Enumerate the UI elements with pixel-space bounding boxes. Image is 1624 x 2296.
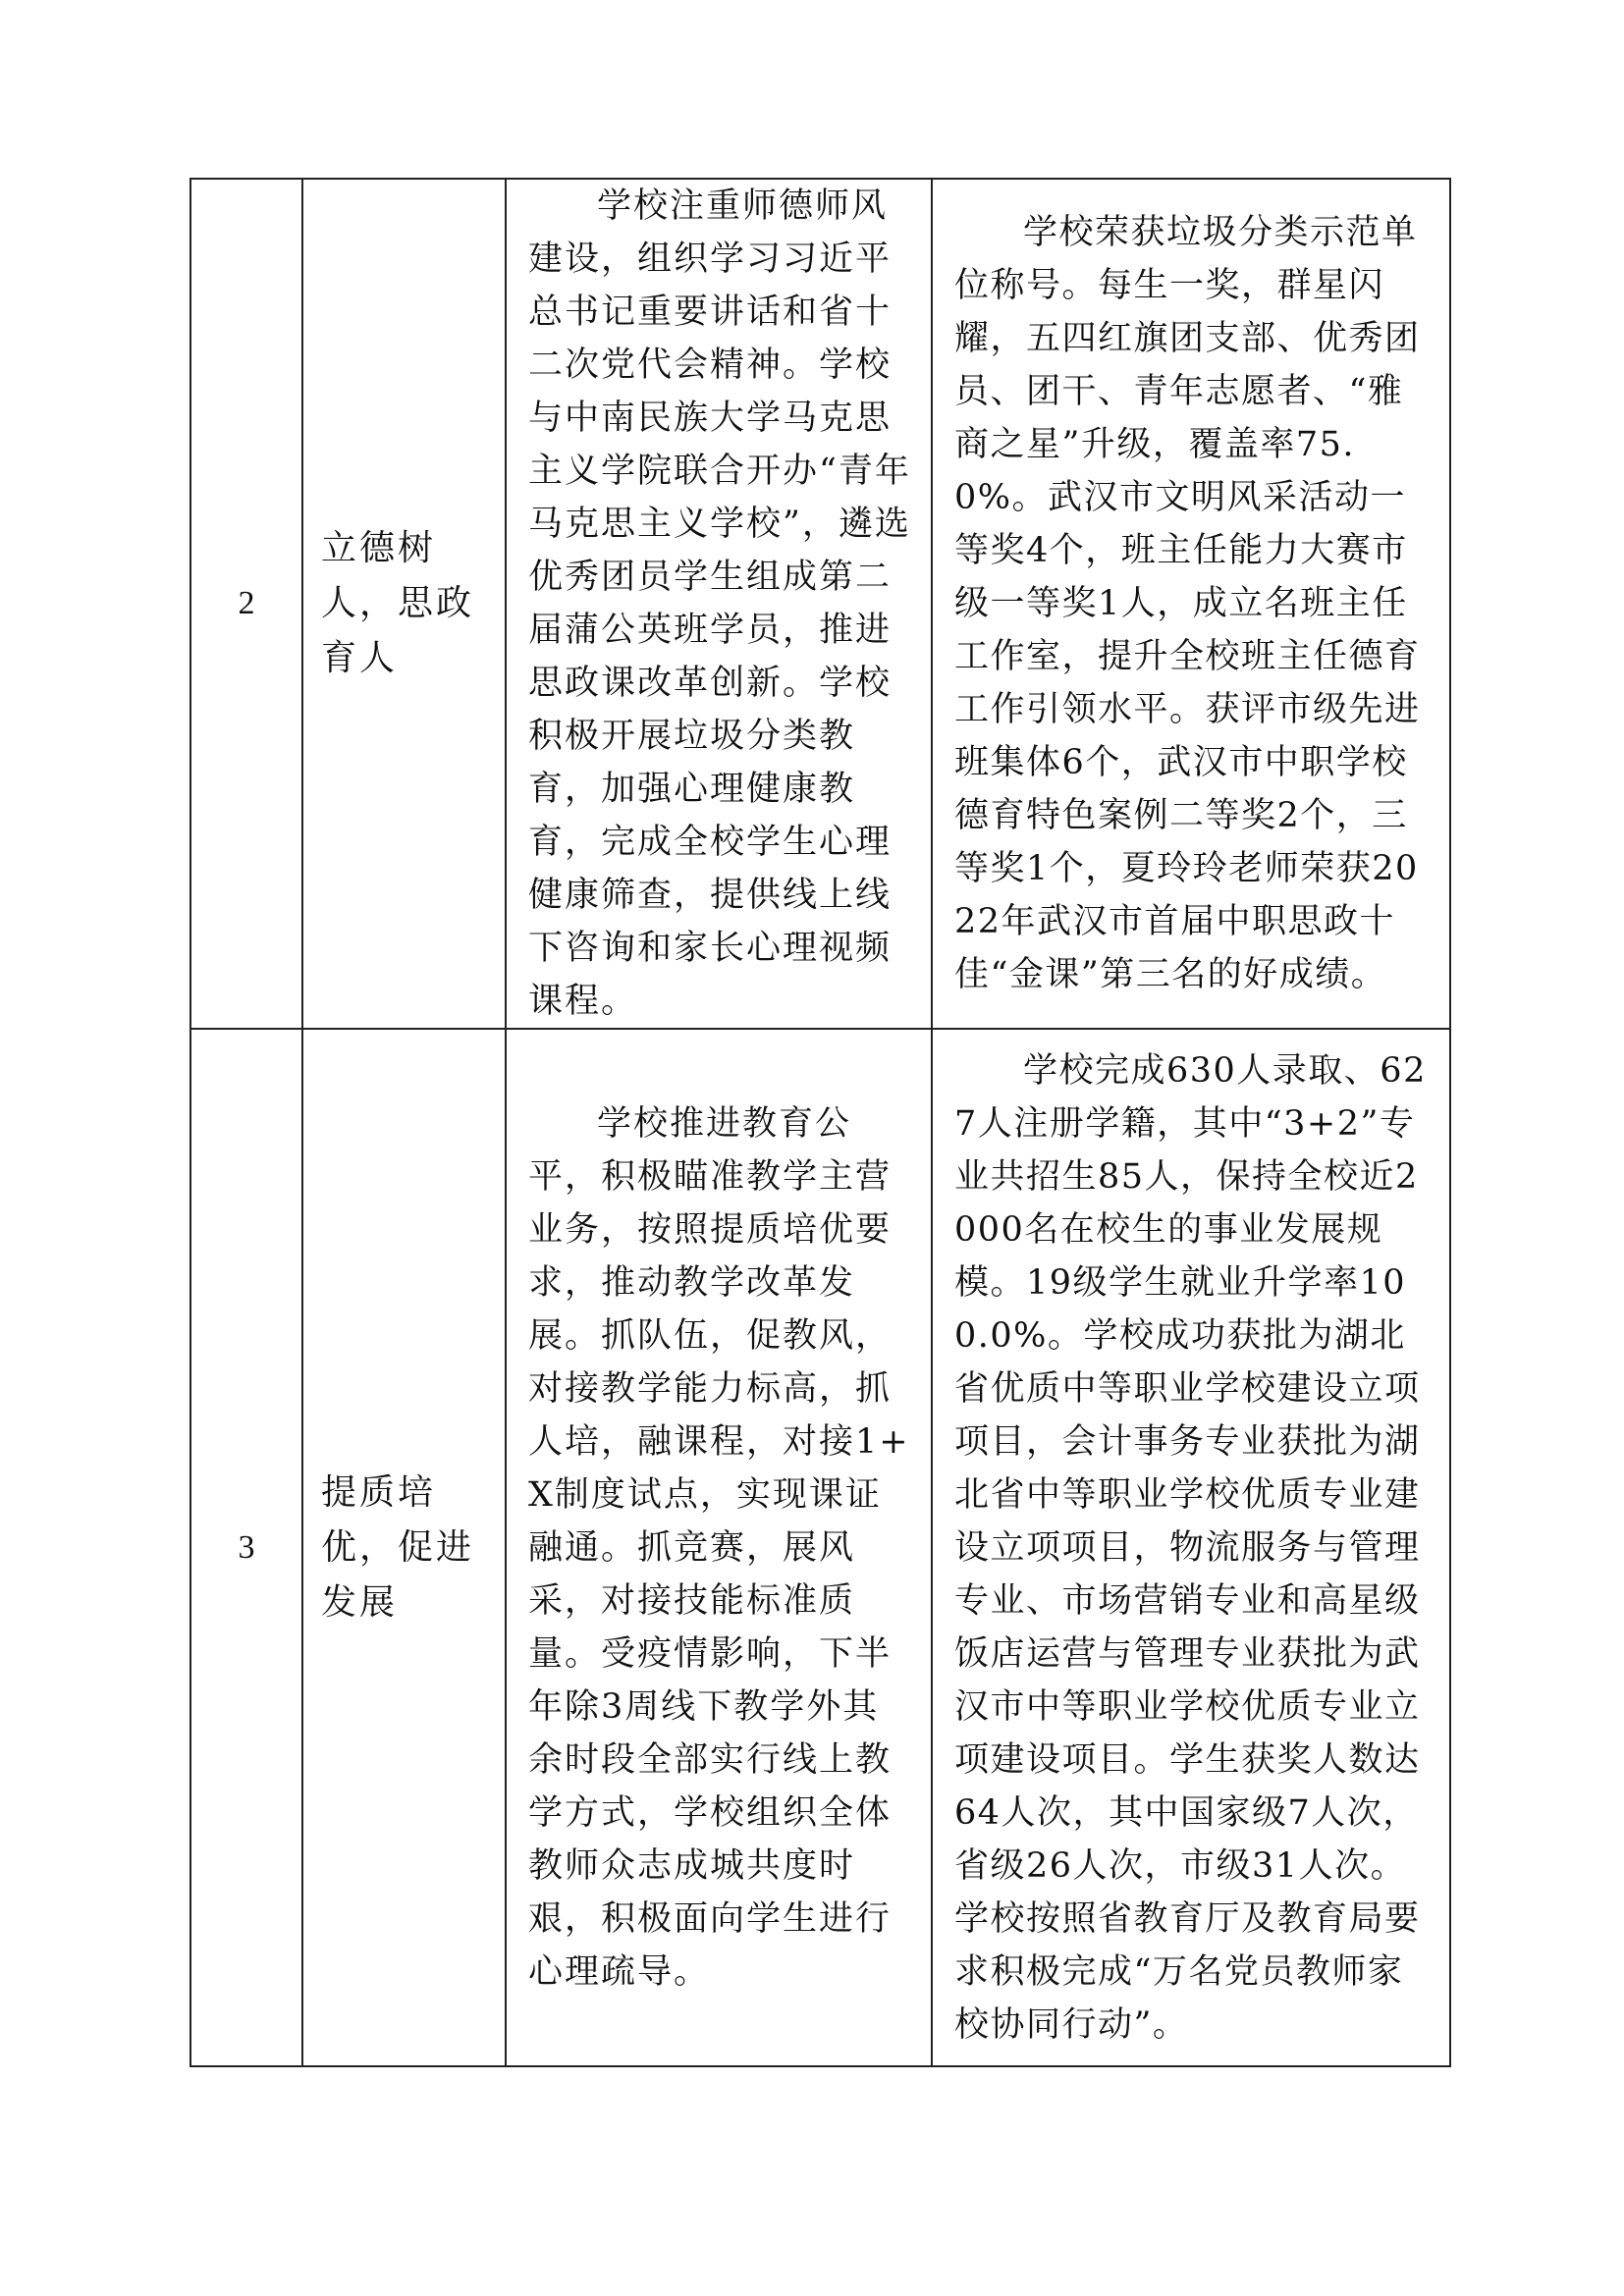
measures-cell: [506, 179, 932, 1029]
topic-text: 立德树人，思政育人: [321, 528, 475, 678]
row-number-cell: 3: [190, 1029, 302, 2066]
results-cell: [932, 179, 1450, 1029]
measures-cell: [506, 1029, 932, 2066]
topic-text: 提质培优，促进发展: [321, 1471, 475, 1623]
achievements-table: [189, 178, 1451, 2067]
table-row: [190, 1029, 1450, 2066]
row-number-cell: 2: [190, 179, 302, 1029]
results-text: 学校荣获垃圾分类示范单位称号。每生一奖，群星闪耀，五四红旗团支部、优秀团员、团干、青年志愿者、“雅商之星”升级，覆盖率75.0%。武汉市文明风采活动一等奖4个，班主任能力大赛市级一等奖1人，成立名班主任工作室，提升全校班主任德育工作引领水平。获评市级先进班集体6个，武汉市中职学校德育特色案例二等奖2个，三等奖1个，夏玲玲老师荣获2022年武汉市首届中职思政十佳“金课”第三名的好成绩。: [954, 213, 1421, 994]
results-text: 学校完成630人录取、627人注册学籍，其中“3+2”专业共招生85人，保持全校近2000名在校生的事业发展规模。19级学生就业升学率100.0%。学校成功获批为湖北省优质中等职业学校建设立项项目，会计事务专业获批为湖北省中等职业学校优质专业建设立项项目，物流服务与管理专业、市场营销专业和高星级饭店运营与管理专业获批为武汉市中等职业学校优质专业立项建设项目。学生获奖人数达64人次，其中国家级7人次，省级26人次，市级31人次。学校按照省教育厅及教育局要求积极完成“万名党员教师家校协同行动”。: [954, 1050, 1427, 2045]
topic-cell: [302, 1029, 506, 2066]
measures-text: 学校推进教育公平，积极瞄准教学主营业务，按照提质培优要求，推动教学改革发展。抓队伍，促教风，对接教学能力标高，抓人培，融课程，对接1+X制度试点，实现课证融通。抓竞赛，展风采，对接技能标准质量。受疫情影响，下半年除3周线下教学外其余时段全部实行线上教学方式，学校组织全体教师众志成城共度时艰，积极面向学生进行心理疏导。: [528, 1103, 910, 1992]
table-row: [190, 179, 1450, 1029]
topic-cell: [302, 179, 506, 1029]
measures-text: 学校注重师德师风建设，组织学习习近平总书记重要讲话和省十二次党代会精神。学校与中南民族大学马克思主义学院联合开办“青年马克思主义学校”，遴选优秀团员学生组成第二届蒲公英班学员，推进思政课改革创新。学校积极开展垃圾分类教育，加强心理健康教育，完成全校学生心理健康筛查，提供线上线下咨询和家长心理视频课程。: [528, 187, 911, 1021]
results-cell: [932, 1029, 1450, 2066]
